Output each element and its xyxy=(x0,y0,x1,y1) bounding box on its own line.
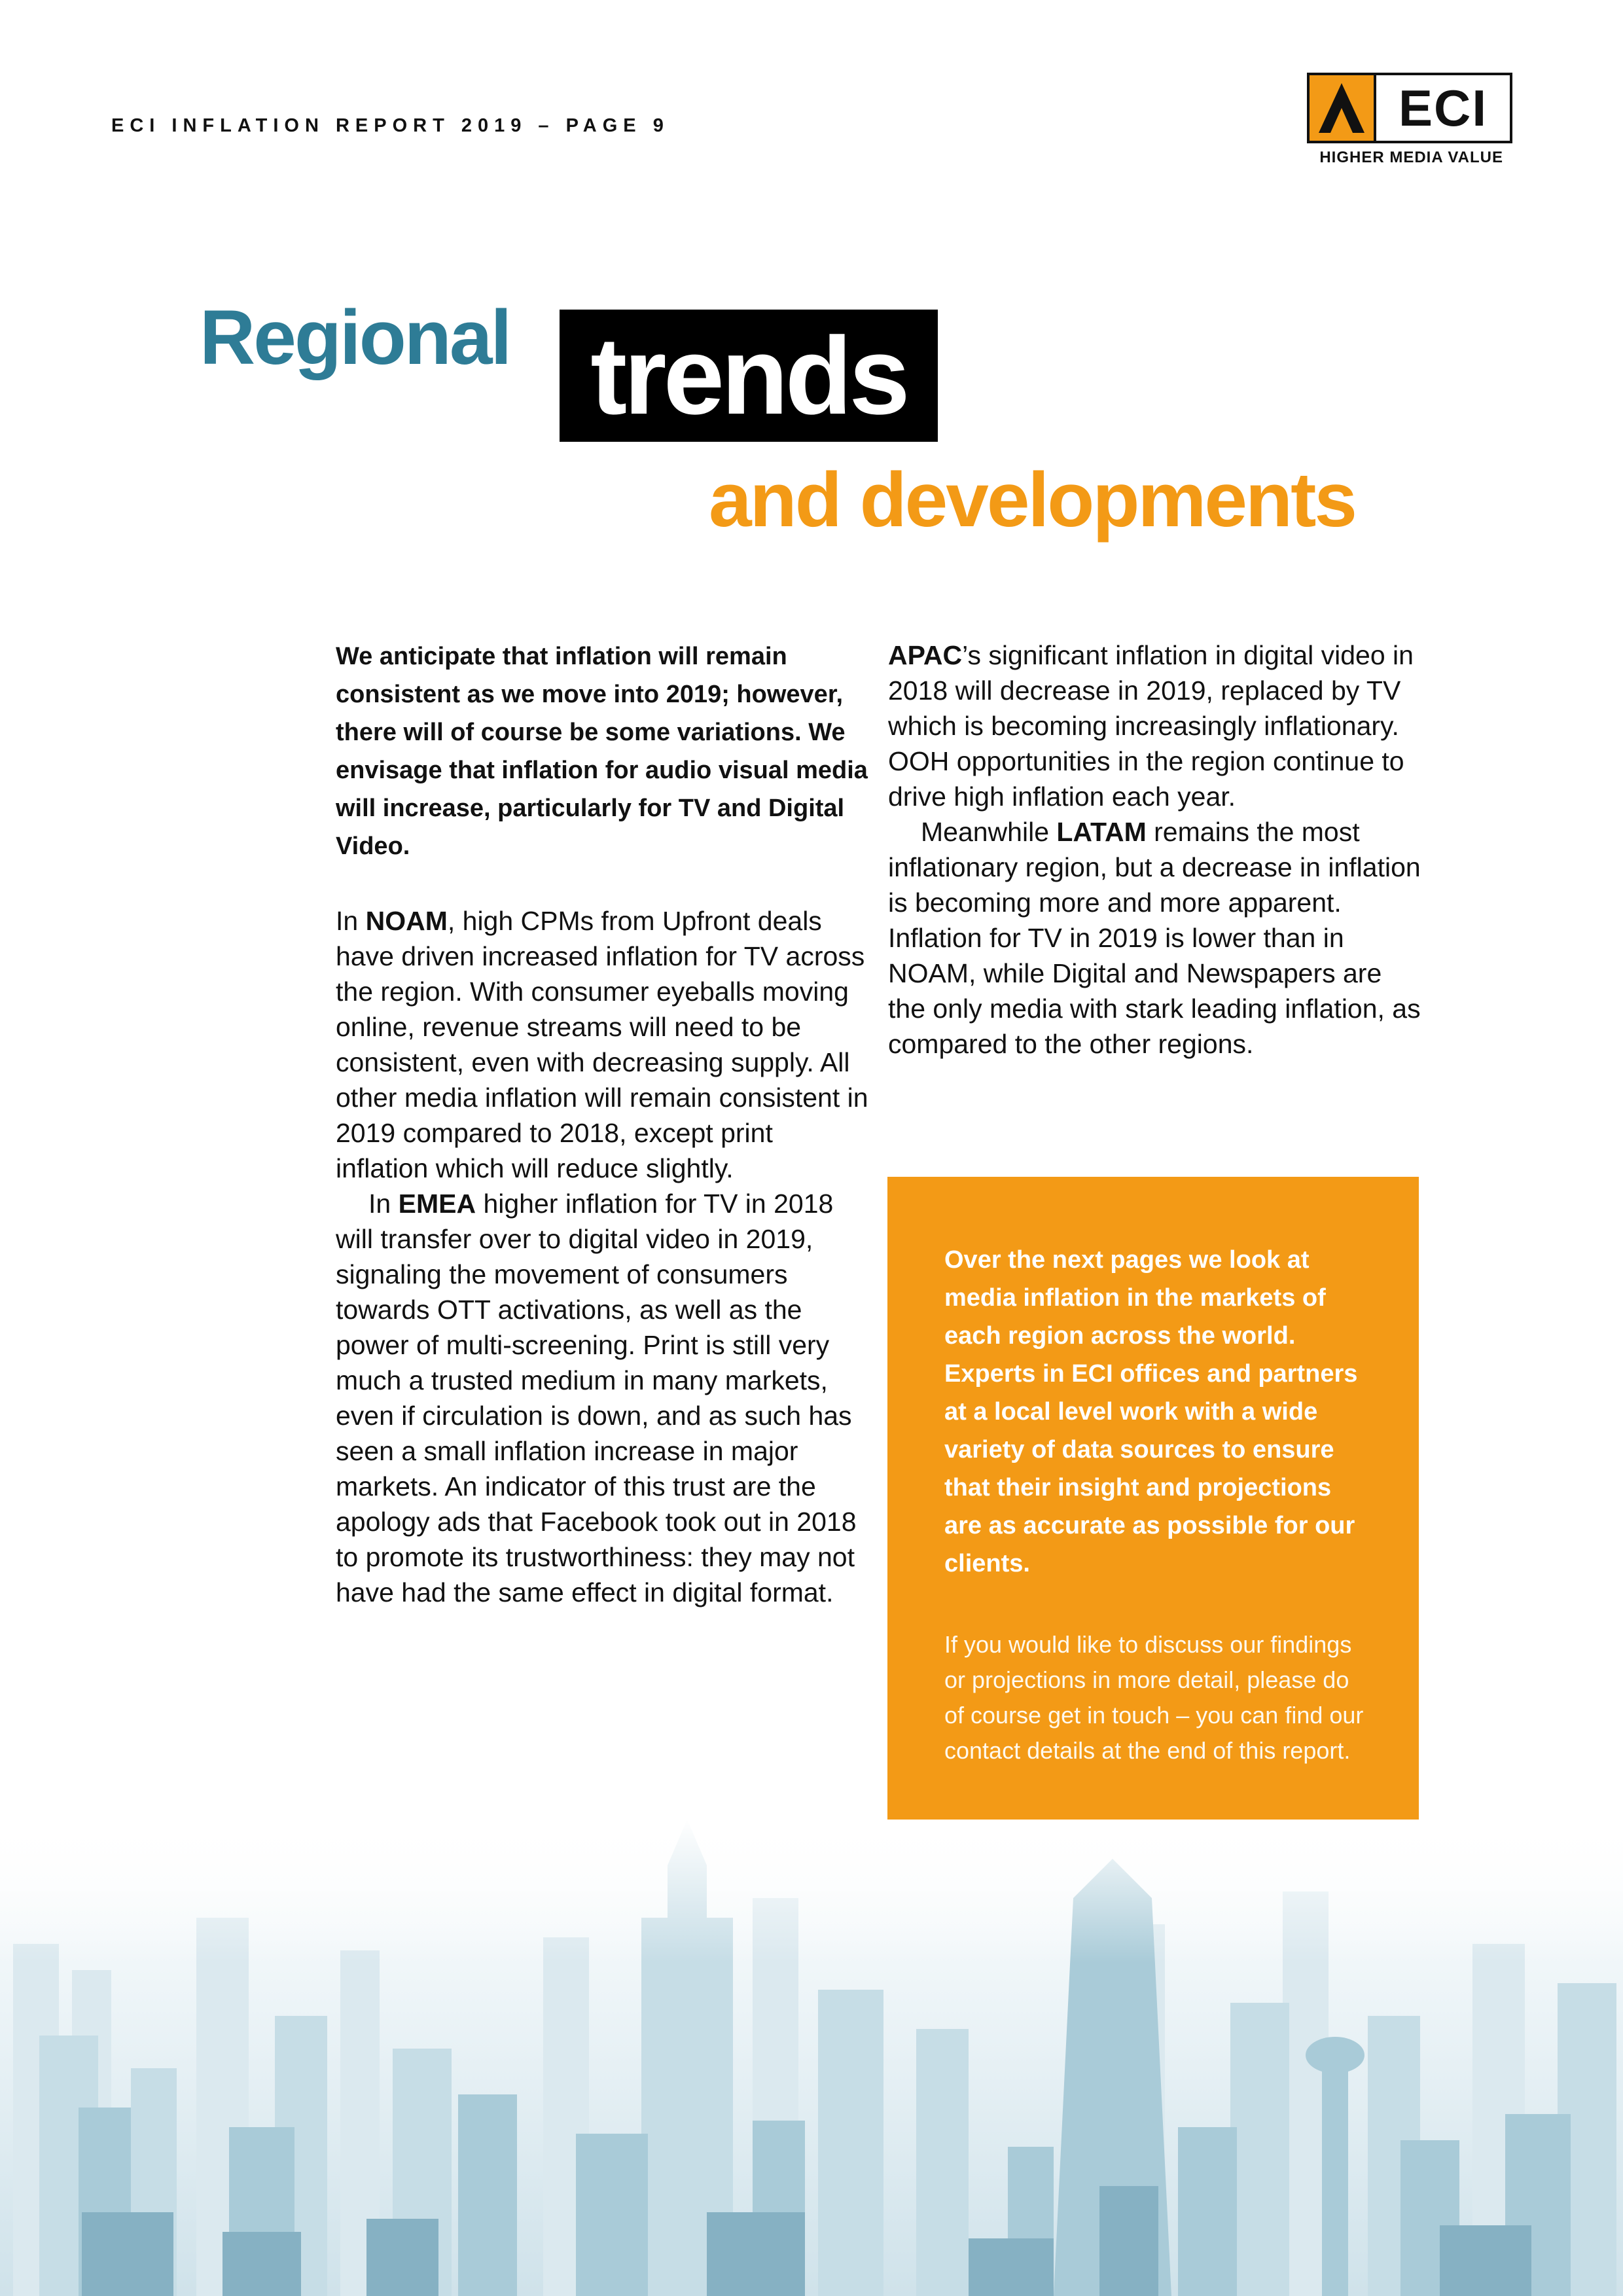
logo-name: ECI xyxy=(1398,79,1488,137)
latam-text: remains the most inflationary region, but a decrease in inflation is becoming more and more apparent. Inflation for TV in 2019 is lower than in NOAM, while Digital and Newspapers are the only media with stark leading inflation, as compared to the other regions. xyxy=(888,817,1421,1059)
noam-region: NOAM xyxy=(365,906,448,936)
emea-prefix: In xyxy=(368,1189,399,1219)
title-regional: Regional xyxy=(200,295,510,381)
emea-text: higher inflation for TV in 2018 will transfer over to digital video in 2019, signaling the movement of consumers towards OTT activations, as well as the power of multi-screening. Print is still very much a trusted medium in many markets, even if circulation is down, and as such has seen a small inflation increase in major markets. An indicator of this trust are the apology ads that Facebook took out in 2018 to promote its trustworthiness: they may not have had the same effect in digital format. xyxy=(336,1189,857,1607)
latam-region: LATAM xyxy=(1056,817,1147,847)
right-column xyxy=(888,637,1425,1062)
emea-paragraph xyxy=(336,1186,872,1610)
noam-prefix: In xyxy=(336,906,366,936)
logo-tagline: HIGHER MEDIA VALUE xyxy=(1319,149,1503,166)
title-developments: and developments xyxy=(709,457,1356,543)
eci-logo xyxy=(1307,73,1512,167)
emea-region: EMEA xyxy=(398,1189,476,1219)
latam-prefix: Meanwhile xyxy=(921,817,1057,847)
latam-paragraph xyxy=(888,814,1425,1062)
apac-text: ’s significant inflation in digital video in 2018 will decrease in 2019, replaced by TV which is becoming increasingly inflationary. OOH opportunities in the region continue to drive high inflation each year. xyxy=(888,640,1414,812)
apac-paragraph xyxy=(888,637,1425,814)
title-trends-text: trends xyxy=(590,314,907,437)
logo-frame xyxy=(1307,73,1512,143)
title-trends xyxy=(560,310,938,442)
running-header: ECI INFLATION REPORT 2019 – PAGE 9 xyxy=(111,115,669,136)
apac-region: APAC xyxy=(888,640,963,670)
noam-paragraph xyxy=(336,903,872,1186)
callout-contact-text: If you would like to discuss our findings or projections in more detail, please do of course get in touch – you can find our contact details at the end of this report. xyxy=(944,1631,1364,1764)
left-column xyxy=(336,637,872,1610)
callout-strong-text: Over the next pages we look at media inflation in the markets of each region across the world. Experts in ECI offices and partners at a local level work with a wide variety of data sources to ensure that their insight and projections are as accurate as possible for our clients. xyxy=(944,1246,1358,1577)
logo-mark-icon xyxy=(1310,75,1376,141)
city-skyline-image xyxy=(0,1820,1623,2296)
callout-box xyxy=(887,1177,1419,1915)
noam-text: , high CPMs from Upfront deals have driven increased inflation for TV across the region. With consumer eyeballs moving online, revenue streams will need to be consistent, even with decreasing supply. All other media inflation will remain consistent in 2019 compared to 2018, except print inflation which will reduce slightly. xyxy=(336,906,868,1183)
lead-paragraph: We anticipate that inflation will remain consistent as we move into 2019; however, there will of course be some variations. We envisage that inflation for audio visual media will increase, particularly for TV and Digital Video. xyxy=(336,643,868,860)
